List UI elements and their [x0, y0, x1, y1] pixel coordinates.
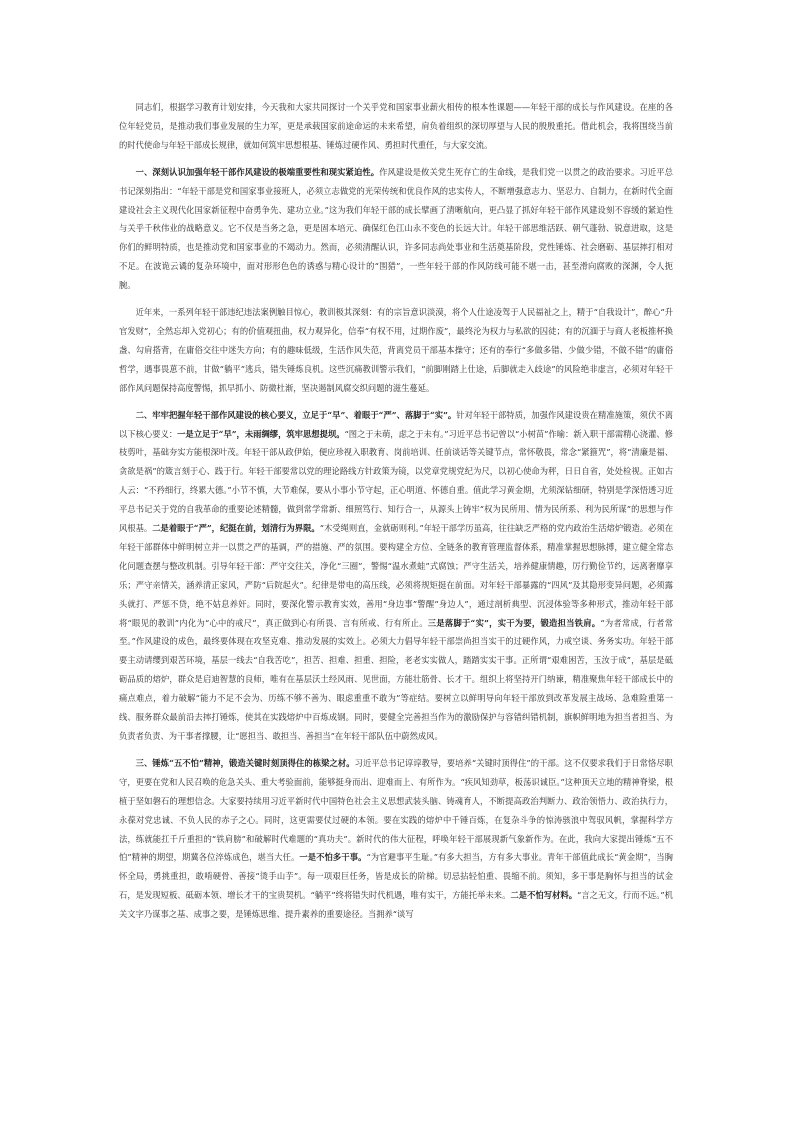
- bold-heading-text: 三是落脚于“实”，实干为要，锻造担当铁肩。: [427, 617, 601, 628]
- body-text: “为者常成，行者常至。”作风建设的成色，最终要体现在攻坚克难、推动发展的实效上。必须大力倡导年轻干部崇尚担当实干的过硬作风，力戒空谈、务务实功。年轻干部要主动请缨到艰苦环境，基层一线去“自我苦吃”，担苦、担难、担重、担险，老老实实做人，踏踏实实干事。正所谓“艰难困苦，玉汝于成”，基层是砥砺品质的熔炉，群众是启迪智慧的良师，唯有在基层沃土经风雨、见世面，方能壮筋骨、长才干。组织上将坚持开门纳谏，精准聚焦年轻干部成长中的痛点难点，着力破解“能力不足不会为、历练不够不善为、眼虑重重不敢为”等症结。要树立以鲜明导向年轻干部放到改革发展主战场、急难险重第一线、服务群众最前沿去摔打锤炼，使其在实践熔炉中百炼成钢。同时，要健全完善担当作为的激励保护与容错纠错机制，旗帜鲜明地为担当者担当、为负责者负责、为干事者撑腰，让“愿担当、敢担当、善担当”在年轻干部队伍中蔚然成风。: [119, 617, 674, 741]
- bold-heading-text: 一是不怕多干事。: [299, 852, 367, 863]
- bold-heading-text: 二是不怕写材料。: [510, 890, 578, 901]
- document-body: [119, 98, 673, 924]
- paragraph-cases: [119, 303, 673, 398]
- body-text: “为官避事平生耻。”有多大担当，方有多大事业。青年干部值此成长“黄金期”，当胸怀全局，勇挑重担，敢啃硬骨、善接“烫手山芋”。每一项艰巨任务，皆是成长的阶梯。切忌拈轻怕重、畏缩不前。须知，多干事是胸怀与担当的试金石，是发现短板、砥砺本领、增长才干的宝贵契机。“躺平”终将错失时代机遇，唯有实干，方能托举未来。: [119, 852, 673, 901]
- body-text: 同志们，根据学习教育计划安排，今天我和大家共同探讨一个关乎党和国家事业薪火相传的根本性课题——年轻干部的成长与作风建设。在座的各位年轻党员，是推动我们事业发展的生力军，更是承载国家前途命运的未来希望，肩负着组织的深切厚望与人民的殷殷重托。借此机会，我将围绕当前的时代使命与年轻干部成长规律，就如何筑牢思想根基、锤炼过硬作风、勇担时代重任，与大家交流。: [119, 102, 673, 150]
- body-text: “图之于未萌，虑之于未有。”习近平总书记曾以“小树苗”作喻：新入职干部需精心浇灌、修枝剪叶，基础夯实方能根深叶茂。年轻干部从政伊始，便应珍视入职教育、岗前培训、任前谈话等关键节点，常怀敬畏，常念“紧箍咒”，将“清廉是福、贪欲是祸”的箴言刻于心、践于行。年轻干部要常以党的理论路线方针政策为镜，以党章党规党纪为尺，以初心使命为秤，日日自省，处处检视。正如古人云：“不矜细行，终累大德。”小节不慎，大节难保，要从小事小节守起，正心明道、怀德自重。值此学习黄金期，尤须深钻细研，特别是学深悟透习近平总书记关于党的自我革命的重要论述精髓，做到常学常新、细照笃行、知行合一，从源头上铸牢“权为民所用、情为民所系、利为民所谋”的思想与作风根基。: [119, 428, 673, 534]
- paragraph-section-3: [119, 754, 673, 924]
- body-text: “木受绳则直，金就砺则利。”年轻干部学历虽高，往往缺乏严格的党内政治生活熔炉锻造。必须在年轻干部群体中鲜明树立并一以贯之严的基调，严的措施、严的氛围。要构建全方位、全链条的教育管理监督体系，精准掌握思想脉搏，建立健全常态化问题查摆与整改机制。引导年轻干部：严守交往关，净化“三圈”，警惕“温水煮蛙”式腐蚀；严守生活关，培养健康情趣，厉行勤俭节约，远离奢靡享乐；严守亲情关，涵养清正家风，严防“后院起火”。纪律是带电的高压线，必须将规矩挺在前面。对年轻干部暴露的“四风”及其隐形变异问题，必须露头就打、严惩不贷，绝不姑息养奸。同时，要深化警示教育实效，善用“身边事”警醒“身边人”，通过剖析典型、沉浸体验等多种形式，推动年轻干部将“眼见的教训”内化为“心中的戒尺”，真正做到心有所畏、言有所戒、行有所止。: [119, 523, 673, 628]
- paragraph-section-2: [119, 406, 673, 746]
- body-text: 习近平总书记谆谆教导，要培养“关键时顶得住”的干部。这不仅要求我们于日常恪尽职守，更要在党和人民召唤的危急关头、重大考验面前，能够挺身而出、迎难而上、有所作为。“疾风知劲草，板荡识诚臣。”这种顶天立地的精神脊梁，根植于坚如磐石的理想信念。大家要持续用习近平新时代中国特色社会主义思想武装头脑、铸魂育人，不断提高政治判断力、政治领悟力、政治执行力，永葆对党忠诚、不负人民的赤子之心。同时，这更需要仗过硬的本领。要在实践的熔炉中千锤百炼，在复杂斗争的惊涛骇浪中驾驭风帆，掌握科学方法，练就能扛千斤重担的“铁肩膀”和破解时代难题的“真功夫”。新时代的伟大征程，呼唤年轻干部展现新气象新作为。在此，我向大家提出锤炼“五不怕”精神的期望，期冀各位淬炼成色，堪当大任。: [119, 757, 673, 863]
- bold-heading-text: 二是着眼于“严”，纪挺在前，划清行为界限。: [152, 523, 320, 534]
- bold-heading-text: 三、锤炼“五不怕”精神，锻造关键时刻顶得住的栋梁之材。: [135, 757, 355, 768]
- paragraph-section-1: [119, 163, 673, 295]
- body-text: 针对年轻干部特质，加强作风建设贵在精准施策，须伏不离以下核心要义：: [119, 409, 673, 439]
- bold-heading-text: 二、牢牢把握年轻干部作风建设的核心要义，立足于“早”、着眼于“严”、落脚于“实”。: [135, 409, 457, 420]
- body-text: “言之无文，行而不远。”机关文字乃谋事之基、成事之要，是锤炼思维、提升素养的重要途径。当拥养“谈写: [119, 890, 673, 920]
- body-text: 作风建设是攸关党生死存亡的生命线，是我们党一以贯之的政治要求。习近平总书记深刻指出：“年轻干部是党和国家事业接班人，必须立志做党的光荣传统和优良作风的忠实传人，不断增强意志力、坚忍力、自制力，在新时代全面建设社会主义现代化国家新征程中奋勇争先、建功立业。”这为我们年轻干部的成长擘画了清晰航向，更凸显了抓好年轻干部作风建设刻不容缓的紧迫性与关乎千秋伟业的战略意义。它不仅是当务之急，更是固本培元、确保红色江山永不变色的长远大计。年轻干部思维活跃、朝气蓬勃、锐意进取，这是你们的鲜明特质，也是推动党和国家事业的不竭动力。然而，必须清醒认识，许多同志尚处事业和生活奠基阶段，党性锤炼、社会磨砺、基层摔打相对不足。在波诡云谲的复杂环境中，面对形形色色的诱惑与精心设计的“围猎”，一些年轻干部的作风防线可能不堪一击，甚至滑向腐败的深渊，令人扼腕。: [119, 166, 673, 291]
- bold-heading-text: 一、深刻认识加强年轻干部作风建设的极端重要性和现实紧迫性。: [135, 166, 380, 177]
- paragraph-intro: [119, 98, 673, 155]
- body-text: 近年来，一系列年轻干部违纪违法案例触目惊心，教训极其深刻：有的宗旨意识淡漠，将个人仕途凌驾于人民福祉之上，精于“自我设计”，醉心“升官发财”，全然忘却入党初心；有的价值观扭曲，权力观异化，信奉“有权不用，过期作废”，最终沦为权力与私欲的囚徒；有的沉湎于与商人老板推杯换盏、勾肩搭背，在庸俗交往中迷失方向；有的趣味低级，生活作风失范，背离党员干部基本操守；还有的奉行“多做多错、少做少错，不做不错”的庸俗哲学，遇事畏葸不前，甘做“躺平”逃兵，错失锤炼良机。这些沉痛教训警示我们，“前脚刚踏上仕途，后脚就走入歧途”的风险绝非虚言，必须对年轻干部作风问题保持高度警惕，抓早抓小、防微杜渐，坚决遏制风腐交织问题的滋生蔓延。: [119, 307, 673, 393]
- bold-heading-text: 一是立足于“早”，未雨绸缪，筑牢思想提坝。: [177, 428, 345, 439]
